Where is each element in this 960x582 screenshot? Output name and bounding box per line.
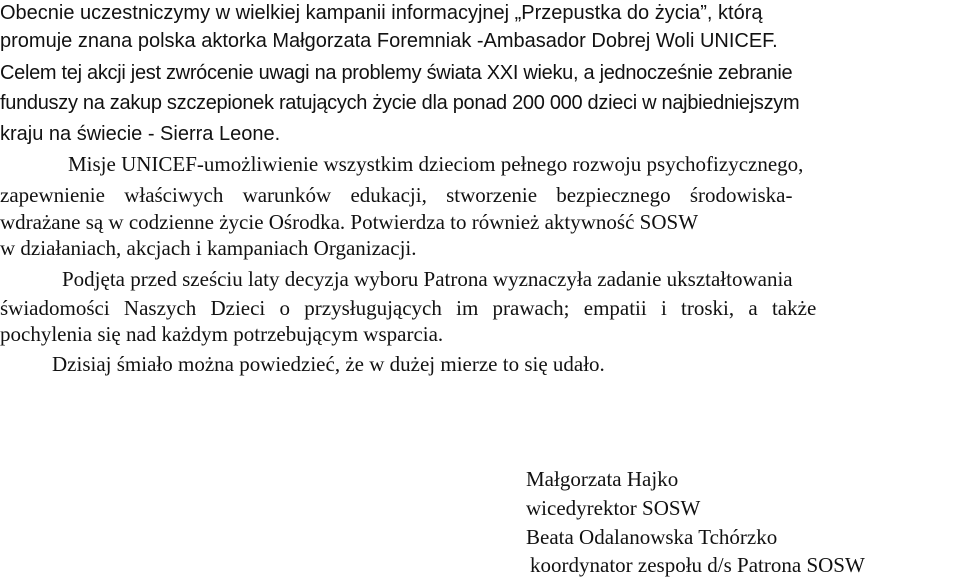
paragraph-1-line-1: Obecnie uczestniczymy w wielkiej kampanii informacyjnej „Przepustka do życia”, którą (0, 2, 763, 24)
signature-name-1: Małgorzata Hajko (526, 467, 679, 491)
paragraph-1-line-4: funduszy na zakup szczepionek ratujących życie dla ponad 200 000 dzieci w najbiedniejszym (0, 92, 800, 114)
paragraph-3-line-3: pochylenia się nad każdym potrzebującym wsparcia. (0, 322, 444, 346)
paragraph-2-line-3: wdrażane są w codzienne życie Ośrodka. Potwierdza to również aktywność SOSW (0, 210, 699, 234)
paragraph-3-line-2: świadomości Naszych Dzieci o przysługujących im prawach; empatii i troski, a także (0, 296, 817, 320)
paragraph-1-line-2: promuje znana polska aktorka Małgorzata Foremniak -Ambasador Dobrej Woli UNICEF. (0, 30, 778, 52)
paragraph-1-line-3: Celem tej akcji jest zwrócenie uwagi na problemy świata XXI wieku, a jednocześnie zebranie (0, 62, 793, 84)
paragraph-2-line-1: Misje UNICEF-umożliwienie wszystkim dzieciom pełnego rozwoju psychofizycznego, (68, 152, 804, 176)
paragraph-3-line-1: Podjęta przed sześciu laty decyzja wyboru Patrona wyznaczyła zadanie ukształtowania (62, 267, 793, 291)
signature-title-2: koordynator zespołu d/s Patrona SOSW (530, 553, 865, 577)
paragraph-1-line-5: kraju na świecie - Sierra Leone. (0, 123, 281, 145)
paragraph-2-line-4: w działaniach, akcjach i kampaniach Organizacji. (0, 236, 417, 260)
signature-title-1: wicedyrektor SOSW (526, 496, 701, 520)
paragraph-2-line-2: zapewnienie właściwych warunków edukacji, stworzenie bezpiecznego środowiska- (0, 183, 793, 207)
paragraph-4-line-1: Dzisiaj śmiało można powiedzieć, że w dużej mierze to się udało. (52, 352, 605, 376)
signature-name-2: Beata Odalanowska Tchórzko (526, 525, 778, 549)
